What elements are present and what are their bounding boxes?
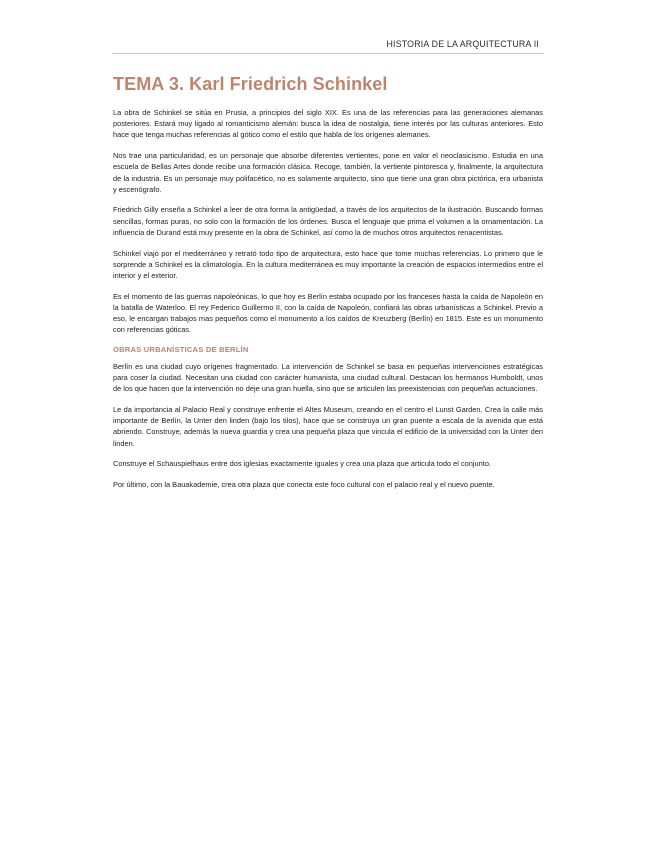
paragraph-section-3: Construye el Schauspielhaus entre dos iglesias exactamente iguales y crea una plaza que articula todo el conjunto. [113, 459, 491, 469]
page-body [113, 74, 543, 500]
paragraph-section-4: Por último, con la Bauakademie, crea otra plaza que conecta este foco cultural con el palacio real y el nuevo puente. [113, 480, 495, 490]
paragraph-intro-4: Schinkel viajó por el mediterráneo y retrató todo tipo de arquitectura, esto hace que tome muchas referencias. Lo primero que le sorprende a Schinkel es la climatología. En la cultura mediterránea es muy importante la creación de espacios intermedios entre el interior y el exterior. [113, 248, 543, 280]
paragraph-section-2: Le da importancia al Palacio Real y construye enfrente el Altes Museum, creando en el centro el Lunst Garden. Crea la calle más importante de Berlín, la Unter den linden (bajo los tilos), hace que se construya un gran puente a escala de la avenida que está abriendo. Construye, además la nueva guardia y crea una pequeña plaza que vincula el edificio de la universidad con la Unter den linden. [113, 405, 543, 448]
header-divider [112, 53, 544, 54]
section-heading: OBRAS URBANÍSTICAS DE BERLÍN [113, 344, 249, 354]
paragraph-section-1: Berlín es una ciudad cuyo orígenes fragmentado. La intervención de Schinkel se basa en pequeñas intervenciones estratégicas para coser la ciudad. Necesitan una ciudad con carácter humanista, una ciudad cultural. Destacan los hermanos Humboldt, unos de los que hacen que la intervención no deje una gran huella, sino que se articulen las preexistencias con pequeñas actuaciones. [113, 361, 543, 394]
paragraph-intro-3: Friedrich Gilly enseña a Schinkel a leer de otra forma la antigüedad, a través de los arquitectos de la ilustración. Buscando formas sencillas, formas puras, no solo con la formación de los órdenes. Busca el lenguaje que prima el volumen a la ornamentación. La influencia de Durand está muy presente en la obra de Schinkel, así como la de muchos otros arquitectos renacentistas. [113, 205, 543, 237]
paragraph-intro-5: Es el momento de las guerras napoleónicas, lo que hoy es Berlín estaba ocupado por los franceses hasta la caída de Napoleón en la batalla de Waterloo. El rey Federico Guillermo II, con la caída de Napoleón, confiará las obras urbanísticas a Schinkel. Previo a eso, le encargan trabajos mas pequeños como el monumento a los caídos de Kreuzberg (Berlín) en 1815. Este es un monumento con referencias góticas. [113, 291, 543, 335]
page-title: TEMA 3. Karl Friedrich Schinkel [113, 74, 388, 94]
paragraph-intro-2: Nos trae una particularidad, es un personaje que absorbe diferentes vertientes, pone en valor el neoclasicismo. Estudia en una escuela de Bellas Artes donde recibe una formación clásica. Recoge, también, la vertiente pintoresca y, finalmente, la arquitectura de la industria. Es un personaje muy polifacético, no es solamente arquitecto, sino que tiene una gran obra pictórica, era urbanista y escenógrafo. [113, 151, 543, 194]
running-header: HISTORIA DE LA ARQUITECTURA II [386, 39, 539, 49]
paragraph-intro-1: La obra de Schinkel se sitúa en Prusia, a principios del siglo XIX. Es una de las referencias para las generaciones alemanas posteriores. Estará muy ligado al romanticismo alemán: busca la idea de nostalgia, tiene interés por las culturas anteriores. Esto hace que tenga muchas referencias al gótico como el estilo que habla de los orígenes alemanes. [113, 108, 543, 140]
